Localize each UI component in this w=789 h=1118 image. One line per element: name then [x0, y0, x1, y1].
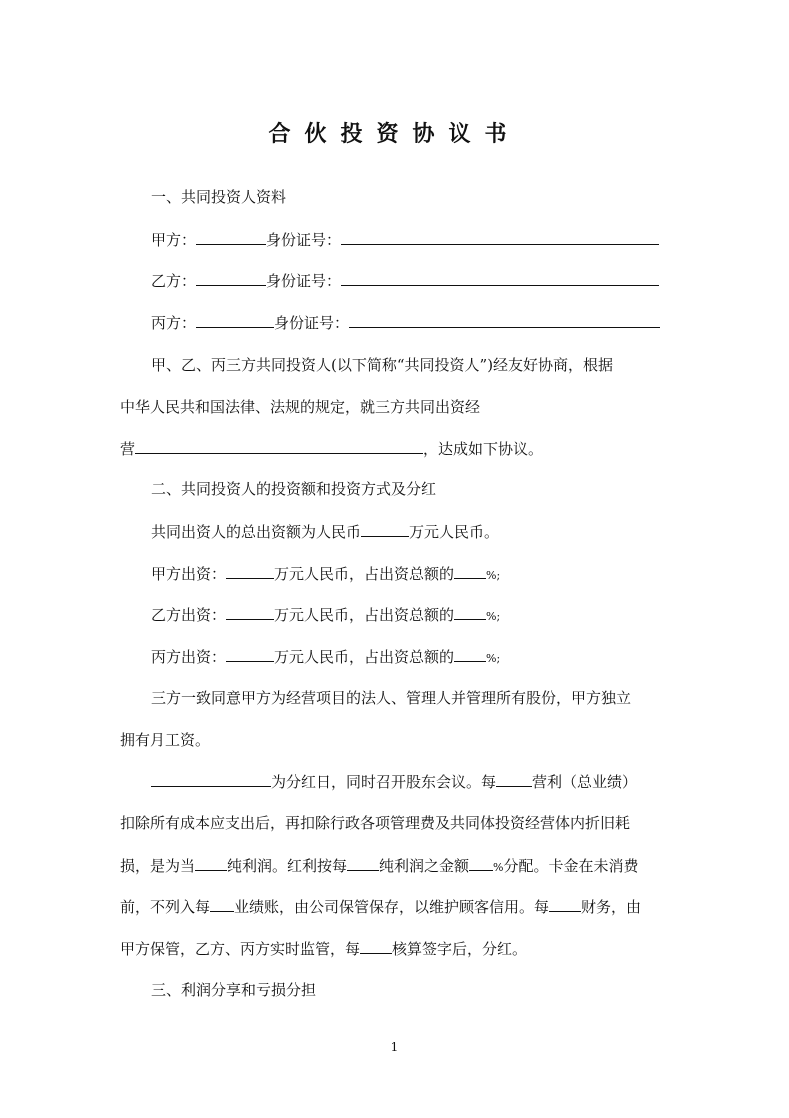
- yi-amount-blank: [226, 603, 274, 620]
- dividend-line-4-text-c: 财务，由: [581, 898, 642, 916]
- intro-line-3-prefix: 营: [120, 440, 136, 458]
- bing-percent-sign: %;: [486, 652, 501, 665]
- dividend-line-1: [151, 770, 637, 792]
- dividend-line-3-text-e: 分配。卡金在未消费: [503, 857, 639, 875]
- intro-line-2: 中华人民共和国法律、法规的规定，就三方共同出资经: [120, 398, 481, 416]
- yi-investment-label: 乙方出资：: [151, 606, 227, 624]
- manager-line-1: 三方一致同意甲方为经营项目的法人、管理人并管理所有股份，甲方独立: [151, 689, 632, 707]
- party-yi-row: [151, 269, 659, 291]
- intro-line-1: 甲、乙、丙三方共同投资人(以下简称“共同投资人”)经友好协商，根据: [151, 356, 614, 374]
- yi-amount-text: 万元人民币，占出资总额的: [274, 606, 455, 624]
- yi-percent-blank: [454, 603, 486, 620]
- dividend-percent-sign: %: [493, 861, 504, 874]
- dividend-line-3-text-b: 纯利润。红利按每: [227, 857, 348, 875]
- dividend-period-blank-1: [496, 770, 532, 787]
- party-bing-name-blank: [196, 311, 274, 328]
- bing-amount-text: 万元人民币，占出资总额的: [274, 648, 455, 666]
- jia-investment-label: 甲方出资：: [151, 565, 227, 583]
- dividend-line-4-text-b: 业绩账，由公司保管保存，以维护顾客信用。每: [234, 898, 550, 916]
- document-title: 合伙投资协议书: [268, 122, 521, 147]
- page-number: 1: [390, 1040, 399, 1054]
- dividend-line-4: [120, 895, 641, 917]
- party-yi-id-label: 身份证号：: [266, 272, 342, 290]
- party-bing-row: [151, 311, 660, 333]
- dividend-period-blank-4: [210, 895, 234, 912]
- yi-percent-sign: %;: [486, 610, 501, 623]
- intro-line-3-suffix: ，达成如下协议。: [423, 440, 544, 458]
- dividend-line-3-text-a: 损，是为当: [120, 857, 196, 875]
- dividend-line-1-text-b: 营利（总业绩）: [532, 773, 638, 791]
- dividend-period-blank-6: [360, 937, 392, 954]
- total-investment-prefix: 共同出资人的总出资额为人民币: [151, 523, 362, 541]
- dividend-line-3: [120, 854, 639, 876]
- party-jia-id-blank: [341, 228, 659, 245]
- business-scope-blank: [135, 437, 423, 454]
- dividend-period-blank-5: [549, 895, 581, 912]
- jia-percent-sign: %;: [486, 569, 501, 582]
- party-bing-id-blank: [349, 311, 660, 328]
- jia-percent-blank: [454, 562, 486, 579]
- dividend-line-2: 扣除所有成本应支出后，再扣除行政各项管理费及共同体投资经营体内折旧耗: [120, 814, 631, 832]
- total-investment-suffix: 万元人民币。: [409, 523, 500, 541]
- party-yi-label: 乙方：: [151, 272, 197, 290]
- party-yi-name-blank: [196, 269, 266, 286]
- party-jia-label: 甲方：: [151, 231, 197, 249]
- dividend-line-1-text-a: 为分红日，同时召开股东会议。每: [271, 773, 497, 791]
- section-2-heading: 二、共同投资人的投资额和投资方式及分红: [151, 480, 437, 498]
- dividend-line-3-text-c: 纯利润之金额: [379, 857, 470, 875]
- total-investment-line: [151, 520, 499, 542]
- total-investment-blank: [361, 520, 409, 537]
- dividend-date-blank: [151, 770, 271, 787]
- party-jia-id-label: 身份证号：: [266, 231, 342, 249]
- bing-investment-label: 丙方出资：: [151, 648, 227, 666]
- section-1-heading: 一、共同投资人资料: [151, 188, 287, 206]
- dividend-period-blank-3: [347, 854, 379, 871]
- manager-line-2: 拥有月工资。: [120, 731, 211, 749]
- intro-line-3: [120, 437, 543, 459]
- jia-investment-line: [151, 562, 500, 584]
- party-bing-label: 丙方：: [151, 314, 197, 332]
- dividend-percent-blank: [469, 854, 493, 871]
- jia-amount-text: 万元人民币，占出资总额的: [274, 565, 455, 583]
- party-jia-name-blank: [196, 228, 266, 245]
- dividend-line-5-text-a: 甲方保管，乙方、丙方实时监管，每: [120, 940, 361, 958]
- dividend-line-4-text-a: 前，不列入每: [120, 898, 211, 916]
- yi-investment-line: [151, 603, 500, 625]
- party-jia-row: [151, 228, 659, 250]
- jia-amount-blank: [226, 562, 274, 579]
- bing-investment-line: [151, 645, 500, 667]
- bing-amount-blank: [226, 645, 274, 662]
- bing-percent-blank: [454, 645, 486, 662]
- section-3-heading: 三、利润分享和亏损分担: [151, 981, 317, 999]
- dividend-period-blank-2: [195, 854, 227, 871]
- dividend-line-5-text-b: 核算签字后，分红。: [392, 940, 528, 958]
- dividend-line-5: [120, 937, 527, 959]
- party-bing-id-label: 身份证号：: [274, 314, 350, 332]
- party-yi-id-blank: [341, 269, 659, 286]
